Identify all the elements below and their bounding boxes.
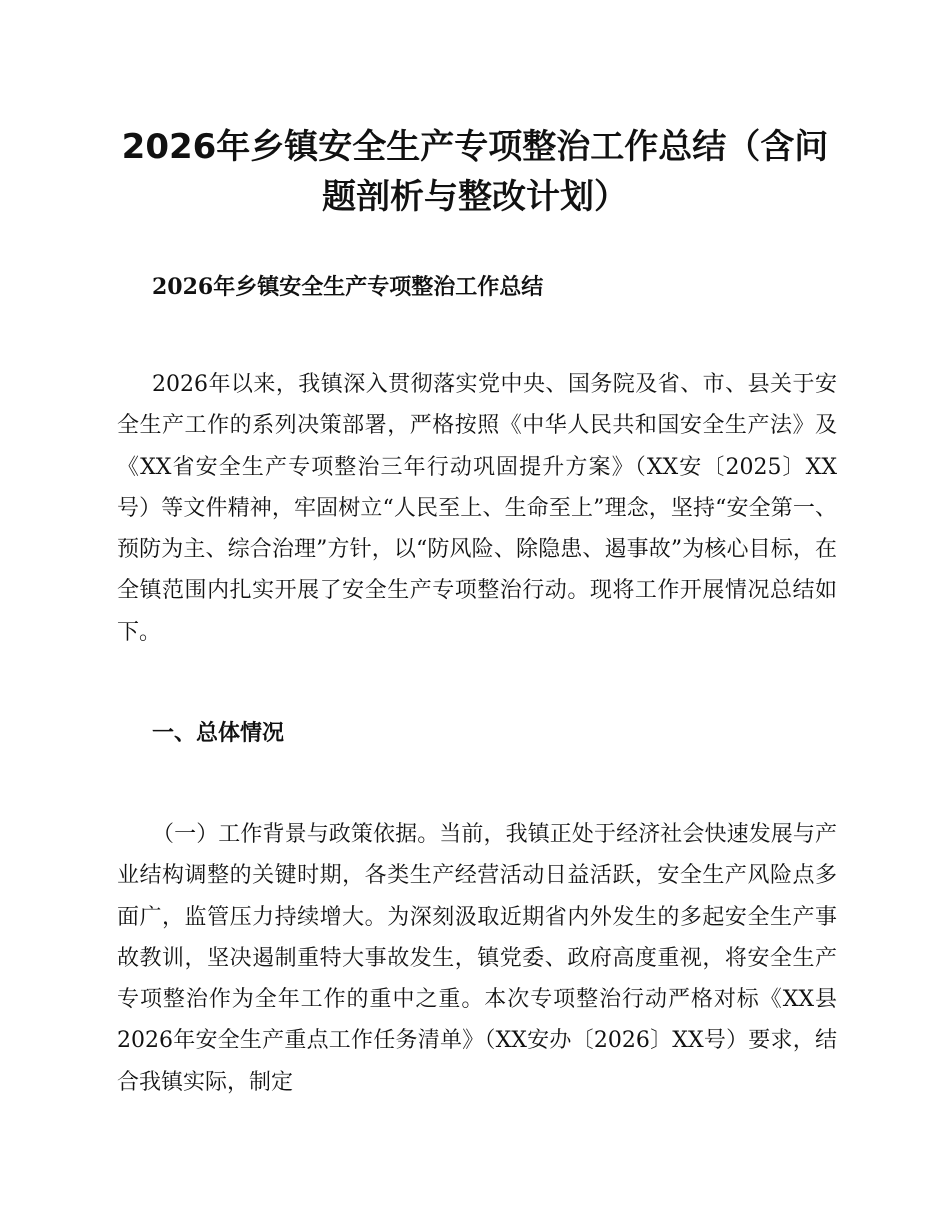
document-title: 2026年乡镇安全生产专项整治工作总结（含问题剖析与整改计划）: [121, 127, 829, 217]
section-paragraph-background: （一）工作背景与政策依据。当前，我镇正处于经济社会快速发展与产业结构调整的关键时期，各类生产经营活动日益活跃，安全生产风险点多面广，监管压力持续增大。为深刻汲取近期省内外发生的多起安全生产事故教训，坚决遏制重特大事故发生，镇党委、政府高度重视，将安全生产专项整治作为全年工作的重中之重。本次专项整治行动严格对标《XX县2026年安全生产重点工作任务清单》（XX安办〔2026〕XX号）要求，结合我镇实际，制定: [117, 822, 837, 1095]
intro-paragraph: 2026年以来，我镇深入贯彻落实党中央、国务院及省、市、县关于安全生产工作的系列决策部署，严格按照《中华人民共和国安全生产法》及《XX省安全生产专项整治三年行动巩固提升方案》（XX安〔2025〕XX号）等文件精神，牢固树立“人民至上、生命至上”理念，坚持“安全第一、预防为主、综合治理”方针，以“防风险、除隐患、遏事故”为核心目标，在全镇范围内扎实开展了安全生产专项整治行动。现将工作开展情况总结如下。: [117, 372, 837, 645]
section-heading-overview: 一、总体情况: [152, 721, 285, 746]
document-subtitle: 2026年乡镇安全生产专项整治工作总结: [152, 274, 544, 300]
